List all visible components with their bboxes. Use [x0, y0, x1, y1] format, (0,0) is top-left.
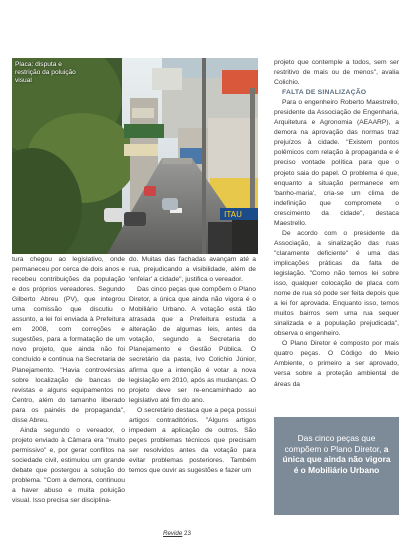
page-number: 23	[184, 530, 191, 537]
page-footer	[163, 530, 191, 537]
paragraph: De acordo com o presidente da Associação, a sinalização das ruas "claramente deficiente" é uma das implicações práticas da falta de legislação. "Como não temos lei sobre isso, qualquer colocação de placa com nome de rua só pode ser feita depois que a lei for aprovada. Enquanto isso, temos muitos bairros sem uma rua sequer sinalizada e a população prejudicada", observa o engenheiro.	[274, 229, 399, 338]
paragraph: O secretário destaca que a peça possui artigos contraditórios. "Alguns artigos impedem a aplicação de outros. São peçes problemas técnicos que precisam ser resolvidos antes da votação para evitar problemas posteriores. Também temos que ouvir as sugestões e fazer um	[129, 406, 256, 474]
magazine-name: Revide	[163, 530, 183, 537]
text-column-2	[129, 255, 256, 476]
paragraph: projeto que contemple a todos, sem ser restritivo de mais ou de menos", avalia Colichio.	[274, 59, 399, 87]
street-photo	[12, 58, 258, 254]
section-title: FALTA DE SINALIZAÇÃO	[282, 89, 367, 97]
paragraph: do. Muitas das fachadas avançam até a rua, prejudicando a visibilidade, além de 'enfeiar' a cidade", justifica o vereador.	[129, 256, 256, 284]
paragraph: Para o engenheiro Roberto Maestrello, presidente da Associação de Engenharia, Arquitetura e Agronomia (AEAARP), a demora na aprovação das normas traz prejuízos à cidade. "Existem pontos polêmicos com relação à propaganda e é preciso vontade política para que o projeto saia do papel. O problema é que, enquanto a situação permanece em 'banho-maria', cria-se um clima de indefinição que compromete o crescimento da cidade", destaca Maestrello.	[274, 99, 399, 227]
pull-quote-highlight: a única que ainda não vigora é o Mobiliário Urbano	[282, 443, 391, 475]
text-column-1	[12, 255, 125, 506]
street-photo-illustration	[12, 58, 258, 254]
paragraph: tura chegou ao legislativo, onde permaneceu por cerca de dois anos e recebeu contribuições da população e dos próprios vereadores. Segundo Gilberto Abreu (PV), que integrou uma comissão que discutiu o assunto, a lei foi enviada à Prefeitura em 2008, com correções e sugestões, para a formatação de um novo projeto, que ainda não foi concluído e continua na Secretaria de Planejamento. "Havia controvérsias sobre localização de bancas de revistas e alguns equipamentos no Centro, além do tamanho liberado para os painéis de propaganda", disse Abreu.	[12, 256, 125, 424]
photo-caption: Placa: disputa e restrição da poluição visual	[15, 61, 76, 85]
pull-quote-text: Das cinco peças que compõem o Plano Diretor,	[284, 433, 384, 454]
text-column-3	[274, 58, 399, 390]
paragraph: Ainda segundo o vereador, o projeto enviado à Câmara era "muito permissivo" e, por gerar conflitos na sociedade civil, estimulou um grande debate que postergou a solução do problema. "Com a demora, continuou a haver abuso e muita poluição visual. Isso precisa ser disciplina-	[12, 426, 125, 505]
pull-quote-box	[274, 417, 399, 515]
bank-sign-text: ITAU	[224, 210, 242, 219]
paragraph: Das cinco peças que compõem o Plano Diretor, a única que ainda não vigora é o Mobiliário Urbano. A votação está tão atrasada que a Prefeitura estuda a alteração de algumas leis, antes da votação, segundo a Secretaria do Planejamento e Gestão Pública. O secretário da pasta, Ivo Colichio Júnior, afirma que a intenção é votar a nova legislação em 2010, após as mudanças. O projeto deve ser re-encaminhado ao legislativo até fim do ano.	[129, 286, 256, 404]
paragraph: O Plano Diretor é composto por mais quatro peças. O Código do Meio Ambiente, o primeiro a ser aprovado, versa sobre a proteção ambiental de áreas da	[274, 340, 399, 388]
